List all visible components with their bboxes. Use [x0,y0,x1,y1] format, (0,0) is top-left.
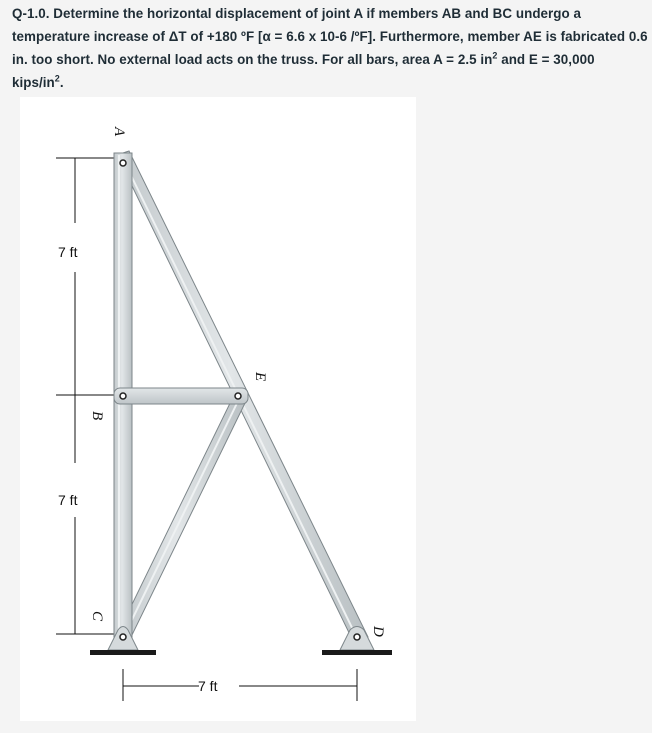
truss-figure [20,97,416,721]
pin-a [120,160,126,166]
question-body-end: . [59,75,64,90]
question-body: Determine the horizontal displacement of joint A if members AB and BC undergo a temperature increase of ΔT of +180 ºF [α = 6.6 x 10-6 /ºF]. Furthermore, member AE is fabricated 0.6 in. too short. No external load acts on the truss. For all bars, area A = 2.5 in [12,6,648,67]
dimension-label-cd: 7 ft [198,678,218,694]
support-c [90,627,156,656]
modulus-unit-exponent: 2 [54,73,60,84]
member-be [114,388,248,404]
horizontal-dimension [123,669,357,701]
joint-label-e: E [252,372,268,382]
question-body-2: and E = 30,000 kips/in [12,52,595,90]
pin-e [235,393,241,399]
joint-label-a: A [111,127,127,137]
member-ec-highlight [126,399,239,632]
dimension-label-bc: 7 ft [58,492,78,508]
pin-b [120,393,126,399]
joint-label-d: D [370,626,386,637]
joint-label-b: B [89,411,105,421]
truss-diagram [20,97,416,721]
question-label: Q-1.0. [12,6,50,21]
question-text [12,2,648,94]
joint-label-c: C [89,611,105,622]
dimension-label-ab: 7 ft [58,244,78,260]
area-unit-exponent: 2 [492,50,498,61]
